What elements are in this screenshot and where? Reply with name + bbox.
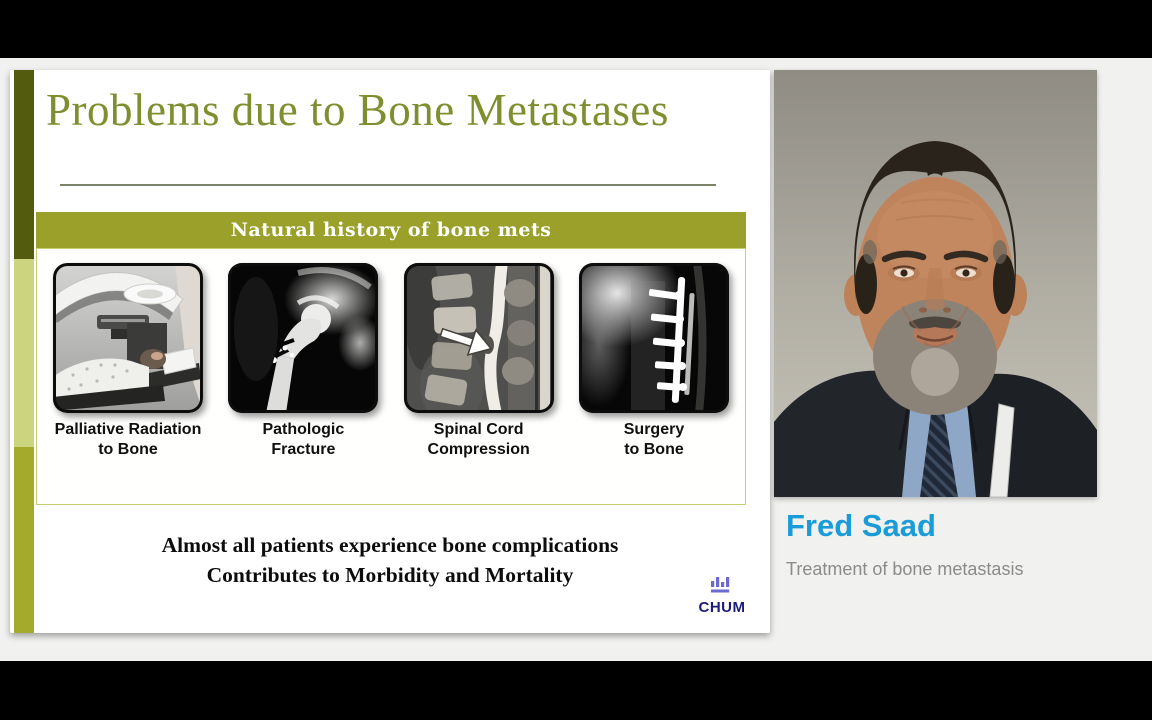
- caption-line: Spinal Cord: [433, 421, 524, 438]
- figure-surgery-to-bone: [579, 263, 729, 504]
- caption-line: Compression: [427, 441, 530, 458]
- speaker-name: Fred Saad: [786, 508, 936, 543]
- slide: [10, 70, 770, 633]
- title-rule: [60, 184, 716, 186]
- accent-segment-light: [14, 259, 34, 447]
- speaker-talk-title: Treatment of bone metastasis: [786, 559, 1024, 579]
- banner-heading: Natural history of bone mets: [36, 212, 746, 248]
- chum-logo: [696, 574, 748, 616]
- figure-pathologic-fracture: [228, 263, 378, 504]
- stage: [0, 58, 1152, 661]
- figure-caption: [31, 420, 225, 460]
- message-line-2: Contributes to Morbidity and Mortality: [206, 563, 574, 587]
- radiation-therapy-photo: [53, 263, 203, 413]
- caption-line: Pathologic: [262, 421, 345, 438]
- slide-title: Problems due to Bone Metastases: [46, 85, 669, 135]
- letterbox-top: [0, 0, 1152, 58]
- accent-segment-dark: [14, 70, 34, 259]
- speaker-photo: [774, 70, 1097, 497]
- letterbox-bottom: [0, 661, 1152, 720]
- figure-caption: [382, 420, 576, 460]
- slide-message: [10, 530, 770, 590]
- spine-mri: [404, 263, 554, 413]
- caption-line: Fracture: [271, 441, 336, 458]
- caption-line: Surgery: [623, 421, 685, 438]
- message-line-1: Almost all patients experience bone complications: [161, 533, 619, 557]
- figure-box: [36, 248, 746, 505]
- figure-caption: [206, 420, 400, 460]
- figure-palliative-radiation: [53, 263, 203, 504]
- speaker-portrait: [774, 70, 1097, 497]
- chum-logo-text: CHUM: [698, 599, 746, 616]
- caption-line: Palliative Radiation: [54, 421, 202, 438]
- chum-logo-icon: [707, 574, 737, 594]
- hip-fracture-xray: [228, 263, 378, 413]
- caption-line: to Bone: [624, 441, 684, 458]
- figure-spinal-cord-compression: [404, 263, 554, 504]
- figure-caption: [557, 420, 751, 460]
- spine-surgery-xray: [579, 263, 729, 413]
- caption-line: to Bone: [98, 441, 158, 458]
